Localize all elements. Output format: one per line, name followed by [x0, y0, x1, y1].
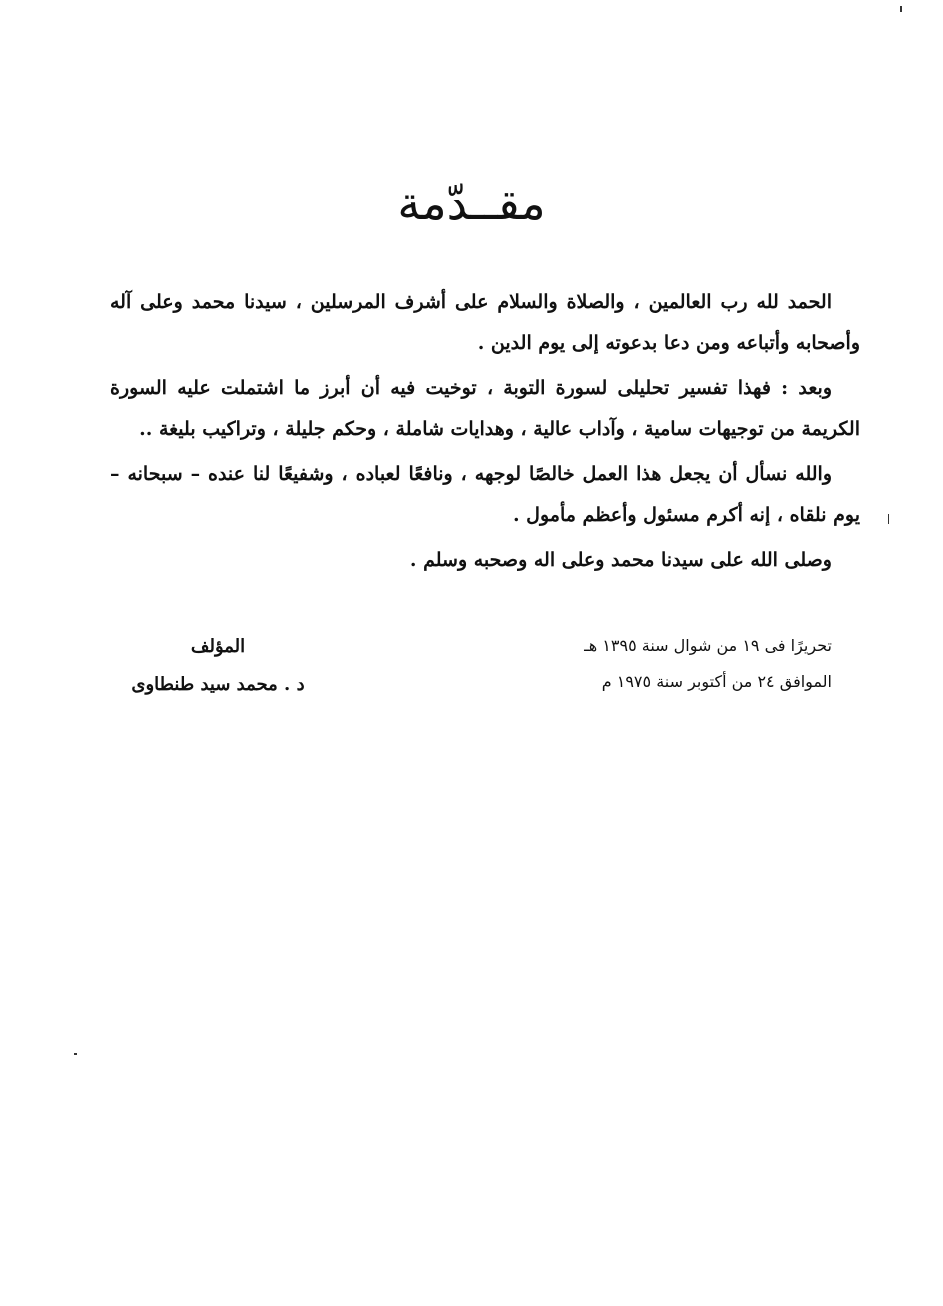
- signature-block: [110, 628, 832, 718]
- paragraph-purpose: وبعد : فهذا تفسير تحليلى لسورة التوبة ، توخيت فيه أن أبرز ما اشتملت عليه السورة الكريمة من توجيهات سامية ، وآداب عالية ، وهدايات شاملة ، وحكم جليلة ، وتراكيب بليغة ..: [110, 377, 860, 440]
- paragraph-praise: الحمد لله رب العالمين ، والصلاة والسلام على أشرف المرسلين ، سيدنا محمد وعلى آله وأصحابه وأتباعه ومن دعا بدعوته إلى يوم الدين .: [110, 291, 860, 354]
- scan-speck: [888, 514, 889, 524]
- date-gregorian: الموافق ٢٤ من أكتوبر سنة ١٩٧٥ م: [601, 672, 832, 691]
- scan-speck: [74, 1053, 77, 1055]
- author-block: [118, 628, 318, 704]
- author-label: المؤلف: [190, 636, 246, 657]
- date-hijri: تحريرًا فى ١٩ من شوال سنة ١٣٩٥ هـ: [584, 636, 832, 655]
- date-block: [584, 628, 832, 700]
- paragraph-closing-prayer: وصلى الله على سيدنا محمد وعلى اله وصحبه وسلم .: [409, 549, 832, 571]
- page-title: مقــدّمة: [397, 176, 546, 230]
- introduction-body: [110, 282, 860, 585]
- author-name: د . محمد سيد طنطاوى: [131, 674, 305, 695]
- scan-speck: [900, 6, 902, 12]
- paragraph-supplication: والله نسأل أن يجعل هذا العمل خالصًا لوجهه ، ونافعًا لعباده ، وشفيعًا لنا عنده – سبحانه – يوم نلقاه ، إنه أكرم مسئول وأعظم مأمول .: [110, 463, 860, 526]
